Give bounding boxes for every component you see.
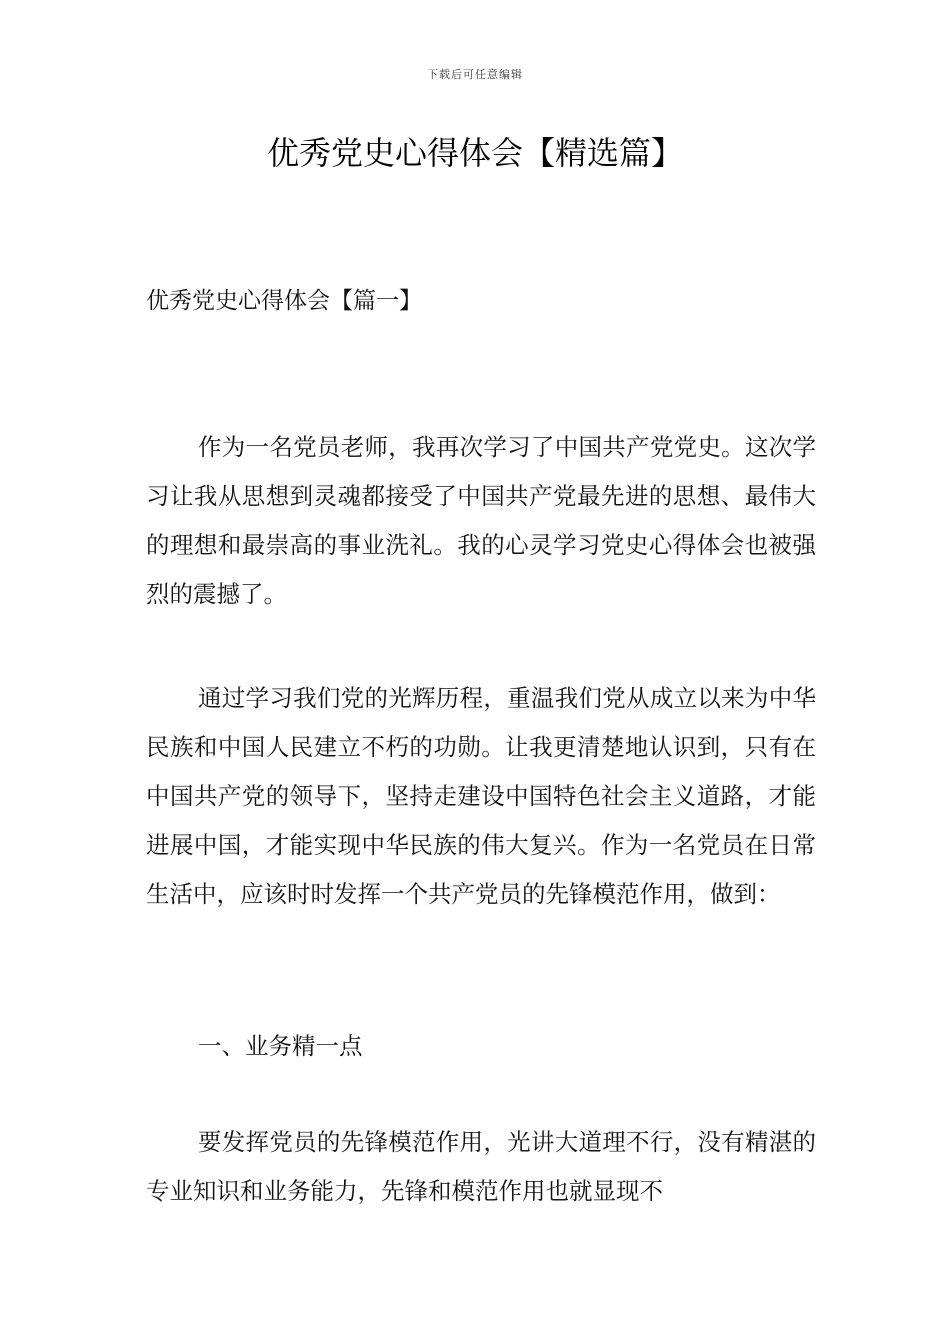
- section-heading: 优秀党史心得体会【篇一】: [146, 288, 422, 314]
- subheading-paragraph: 一、业务精一点: [198, 1032, 363, 1060]
- document-title: 优秀党史心得体会【精选篇】: [266, 134, 683, 172]
- paragraph: 作为一名党员老师，我再次学习了中国共产党党史。这次学习让我从思想到灵魂都接受了中国共产党最先进的思想、最伟大的理想和最崇高的事业洗礼。我的心灵学习党史心得体会也被强烈的震撼了。: [146, 433, 816, 608]
- paragraph: 要发挥党员的先锋模范作用，光讲大道理不行，没有精湛的专业知识和业务能力，先锋和模范作用也就显现不: [146, 1128, 816, 1205]
- paragraph: 通过学习我们党的光辉历程，重温我们党从成立以来为中华民族和中国人民建立不朽的功勋。让我更清楚地认识到，只有在中国共产党的领导下，坚持走建设中国特色社会主义道路，才能进展中国，才能实现中华民族的伟大复兴。作为一名党员在日常生活中，应该时时发挥一个共产党员的先锋模范作用，做到：: [146, 684, 816, 908]
- header-note: 下载后可任意编辑: [427, 68, 523, 81]
